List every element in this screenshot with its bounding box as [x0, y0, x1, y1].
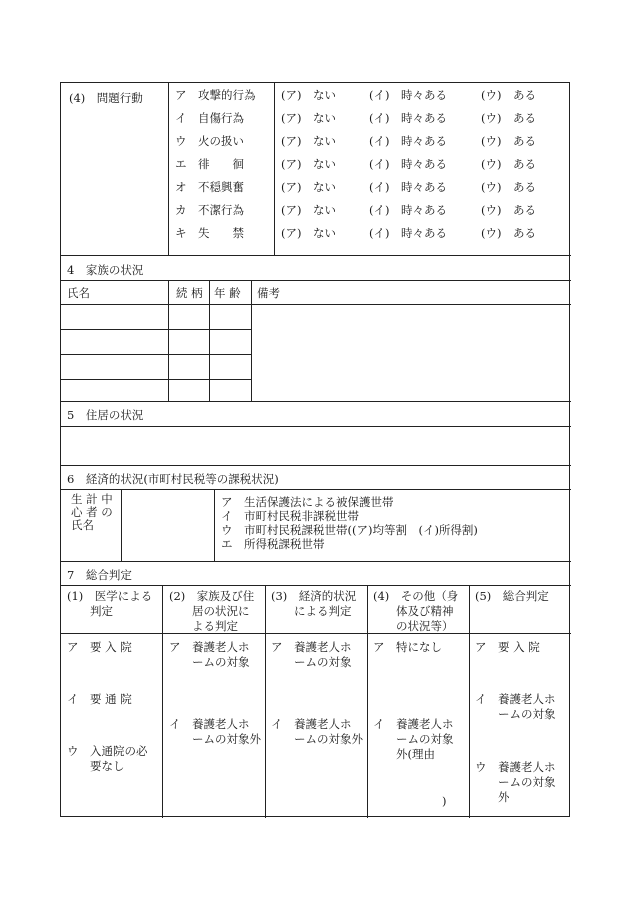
divider — [251, 280, 252, 401]
family-section-title: 4 家族の状況 — [67, 263, 144, 277]
divider — [209, 280, 210, 401]
divider — [168, 280, 169, 401]
divider — [265, 585, 266, 818]
divider — [469, 585, 470, 818]
option-c[interactable]: (ウ) ある — [481, 111, 536, 125]
col-head-overall: (5) 総合判定 — [475, 589, 549, 603]
option-b[interactable]: (イ) 時々ある — [369, 134, 447, 148]
option-c[interactable]: (ウ) ある — [481, 226, 536, 240]
family-row-line — [61, 329, 251, 330]
option-b[interactable]: (イ) 時々ある — [369, 157, 447, 171]
overall-option[interactable]: ア 要 入 院 — [475, 640, 540, 654]
item-name: オ 不穏興奮 — [175, 180, 244, 194]
divider — [61, 585, 571, 586]
option-b[interactable]: (イ) 時々ある — [369, 226, 447, 240]
divider — [274, 83, 275, 255]
col-head-other: (4) その他（身 体及び精神 の状況等） — [373, 589, 459, 633]
economic-option[interactable]: ウ 市町村民税課税世帯((ア)均等割 (イ)所得割) — [221, 523, 478, 537]
item-name: ア 攻撃的行為 — [175, 88, 256, 102]
housing-section-title: 5 住居の状況 — [67, 408, 144, 422]
family-header-note: 備考 — [257, 286, 280, 300]
option-a[interactable]: (ア) ない — [281, 157, 336, 171]
divider — [121, 489, 122, 561]
option-c[interactable]: (ウ) ある — [481, 134, 536, 148]
option-c[interactable]: (ウ) ある — [481, 180, 536, 194]
divider — [214, 489, 215, 561]
family-row-line — [61, 379, 251, 380]
form-sheet — [60, 82, 570, 817]
other-option[interactable]: ア 特になし — [373, 640, 442, 654]
item-name: キ 失 禁 — [175, 226, 244, 240]
economic-judge-option[interactable]: ア 養護老人ホ ームの対象 — [271, 640, 352, 669]
economic-option[interactable]: ア 生活保護法による被保護世帯 — [221, 495, 394, 509]
divider — [162, 585, 163, 818]
option-a[interactable]: (ア) ない — [281, 226, 336, 240]
other-reason-close: ) — [442, 794, 447, 808]
divider — [168, 83, 169, 255]
option-c[interactable]: (ウ) ある — [481, 88, 536, 102]
divider — [61, 401, 571, 402]
option-c[interactable]: (ウ) ある — [481, 157, 536, 171]
option-a[interactable]: (ア) ない — [281, 180, 336, 194]
family-header-name: 氏名 — [67, 286, 90, 300]
divider — [61, 633, 571, 634]
economic-judge-option[interactable]: イ 養護老人ホ ームの対象外 — [271, 717, 363, 746]
divider — [61, 426, 571, 427]
divider — [61, 465, 571, 466]
option-b[interactable]: (イ) 時々ある — [369, 88, 447, 102]
option-a[interactable]: (ア) ない — [281, 111, 336, 125]
divider — [61, 304, 571, 305]
overall-option[interactable]: ウ 養護老人ホ ームの対象 外 — [475, 760, 556, 804]
family-option[interactable]: イ 養護老人ホ ームの対象外 — [169, 717, 261, 746]
item-name: ウ 火の扱い — [175, 134, 244, 148]
medical-option[interactable]: ウ 入通院の必 要なし — [67, 744, 148, 773]
divider — [367, 585, 368, 818]
divider — [61, 280, 571, 281]
item-name: イ 自傷行為 — [175, 111, 244, 125]
family-option[interactable]: ア 養護老人ホ ームの対象 — [169, 640, 250, 669]
option-a[interactable]: (ア) ない — [281, 203, 336, 217]
divider — [61, 561, 571, 562]
other-option[interactable]: イ 養護老人ホ ームの対象 外(理由 — [373, 717, 454, 761]
divider — [61, 489, 571, 490]
option-b[interactable]: (イ) 時々ある — [369, 180, 447, 194]
option-a[interactable]: (ア) ない — [281, 134, 336, 148]
col-head-economic: (3) 経済的状況 による判定 — [271, 589, 357, 618]
option-c[interactable]: (ウ) ある — [481, 203, 536, 217]
option-b[interactable]: (イ) 時々ある — [369, 111, 447, 125]
col-head-medical: (1) 医学による 判定 — [67, 589, 153, 618]
judgement-section-title: 7 総合判定 — [67, 568, 132, 582]
medical-option[interactable]: ア 要 入 院 — [67, 640, 132, 654]
item-name: カ 不潔行為 — [175, 203, 244, 217]
family-header-age: 年 齢 — [214, 286, 241, 300]
family-header-relation: 続 柄 — [176, 286, 203, 300]
family-row-line — [61, 354, 251, 355]
medical-option[interactable]: イ 要 通 院 — [67, 692, 132, 706]
option-b[interactable]: (イ) 時々ある — [369, 203, 447, 217]
economic-option[interactable]: イ 市町村民税非課税世帯 — [221, 509, 359, 523]
economic-option[interactable]: エ 所得税課税世帯 — [221, 537, 325, 551]
divider — [61, 255, 571, 256]
payer-label: 生 計 中 心 者 の 氏名 — [71, 492, 113, 532]
economic-section-title: 6 経済的状況(市町村民税等の課税状況) — [67, 472, 279, 486]
item-name: エ 徘 徊 — [175, 157, 244, 171]
option-a[interactable]: (ア) ない — [281, 88, 336, 102]
overall-option[interactable]: イ 養護老人ホ ームの対象 — [475, 692, 556, 721]
col-head-family: (2) 家族及び住 居の状況に よる判定 — [169, 589, 255, 633]
problem-behavior-label: (4) 問題行動 — [69, 91, 143, 105]
